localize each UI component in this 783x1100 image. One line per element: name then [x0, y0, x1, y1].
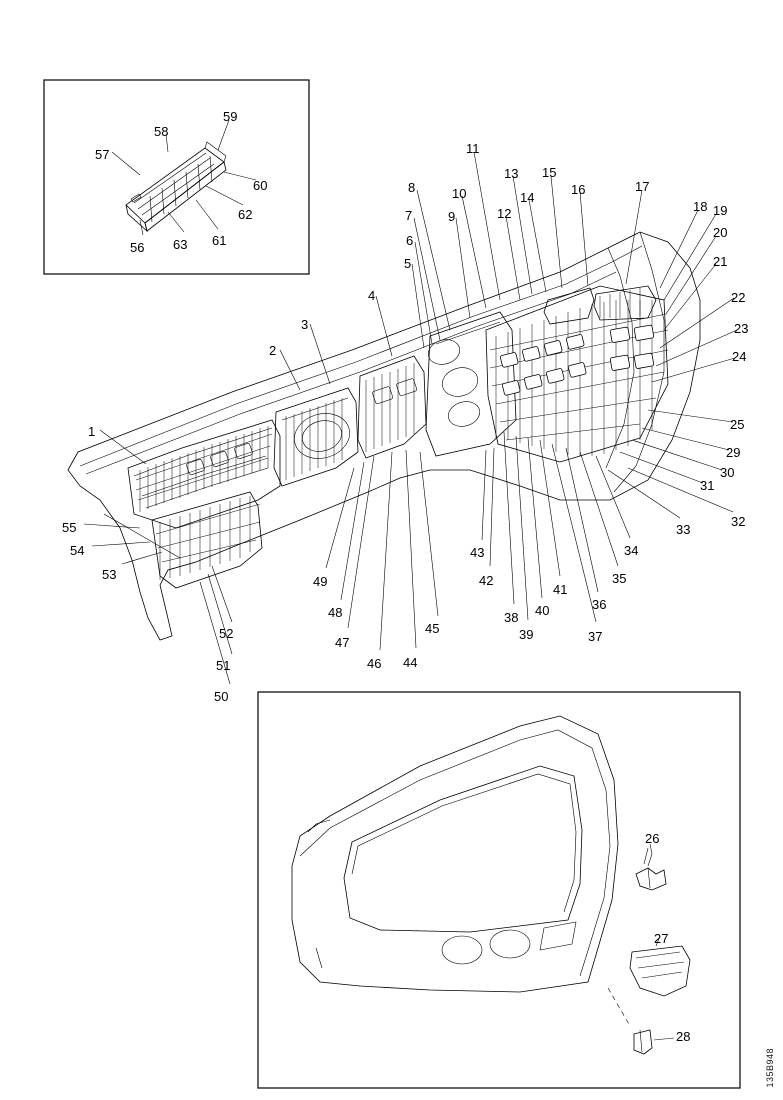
inset-bottom-trim-panel [292, 716, 690, 1054]
callout-12: 12 [497, 206, 512, 221]
callout-44: 44 [403, 655, 418, 670]
drawing-code: 135B948 [765, 1048, 775, 1088]
callout-31: 31 [700, 478, 715, 493]
callout-61: 61 [212, 233, 227, 248]
callout-19: 19 [713, 203, 728, 218]
callout-42: 42 [479, 573, 494, 588]
switch-bank [486, 286, 668, 462]
callout-50: 50 [214, 689, 229, 704]
callout-38: 38 [504, 610, 519, 625]
callout-5: 5 [404, 256, 412, 271]
callout-55: 55 [62, 520, 77, 535]
callout-1: 1 [88, 424, 96, 439]
callout-48: 48 [328, 605, 343, 620]
callout-47: 47 [335, 635, 350, 650]
callout-45: 45 [425, 621, 440, 636]
callout-46: 46 [367, 656, 382, 671]
callout-49: 49 [313, 574, 328, 589]
callout-20: 20 [713, 225, 728, 240]
callout-41: 41 [553, 582, 568, 597]
callout-15: 15 [542, 165, 557, 180]
inset-module-assembly [112, 120, 256, 235]
callout-63: 63 [173, 237, 188, 252]
callout-60: 60 [253, 178, 268, 193]
callout-56: 56 [130, 240, 145, 255]
callout-8: 8 [408, 180, 416, 195]
callout-35: 35 [612, 571, 627, 586]
callout-10: 10 [452, 186, 467, 201]
callout-51: 51 [216, 658, 231, 673]
callout-28: 28 [676, 1029, 691, 1044]
callout-13: 13 [504, 166, 519, 181]
callout-34: 34 [624, 543, 639, 558]
callout-58: 58 [154, 124, 169, 139]
callout-27: 27 [654, 931, 669, 946]
callout-21: 21 [713, 254, 728, 269]
callout-62: 62 [238, 207, 253, 222]
callout-2: 2 [269, 343, 277, 358]
callout-59: 59 [223, 109, 238, 124]
callout-9: 9 [448, 209, 456, 224]
callout-18: 18 [693, 199, 708, 214]
callout-32: 32 [731, 514, 746, 529]
callout-39: 39 [519, 627, 534, 642]
callout-7: 7 [405, 208, 413, 223]
callout-40: 40 [535, 603, 550, 618]
callout-37: 37 [588, 629, 603, 644]
callout-36: 36 [592, 597, 607, 612]
callout-4: 4 [368, 288, 376, 303]
callout-16: 16 [571, 182, 586, 197]
callout-6: 6 [406, 233, 414, 248]
callout-25: 25 [730, 417, 745, 432]
callout-30: 30 [720, 465, 735, 480]
callout-14: 14 [520, 190, 535, 205]
callout-3: 3 [301, 317, 309, 332]
callout-26: 26 [645, 831, 660, 846]
callout-22: 22 [731, 290, 746, 305]
callout-23: 23 [734, 321, 749, 336]
callout-52: 52 [219, 626, 234, 641]
callout-24: 24 [732, 349, 747, 364]
callout-11: 11 [466, 141, 480, 156]
callout-17: 17 [635, 179, 650, 194]
main-dashboard-assembly [68, 152, 737, 684]
callout-53: 53 [102, 567, 117, 582]
callout-29: 29 [726, 445, 741, 460]
callout-33: 33 [676, 522, 691, 537]
inset-bottom-frame [258, 692, 740, 1088]
callout-43: 43 [470, 545, 485, 560]
callout-57: 57 [95, 147, 110, 162]
callout-54: 54 [70, 543, 85, 558]
